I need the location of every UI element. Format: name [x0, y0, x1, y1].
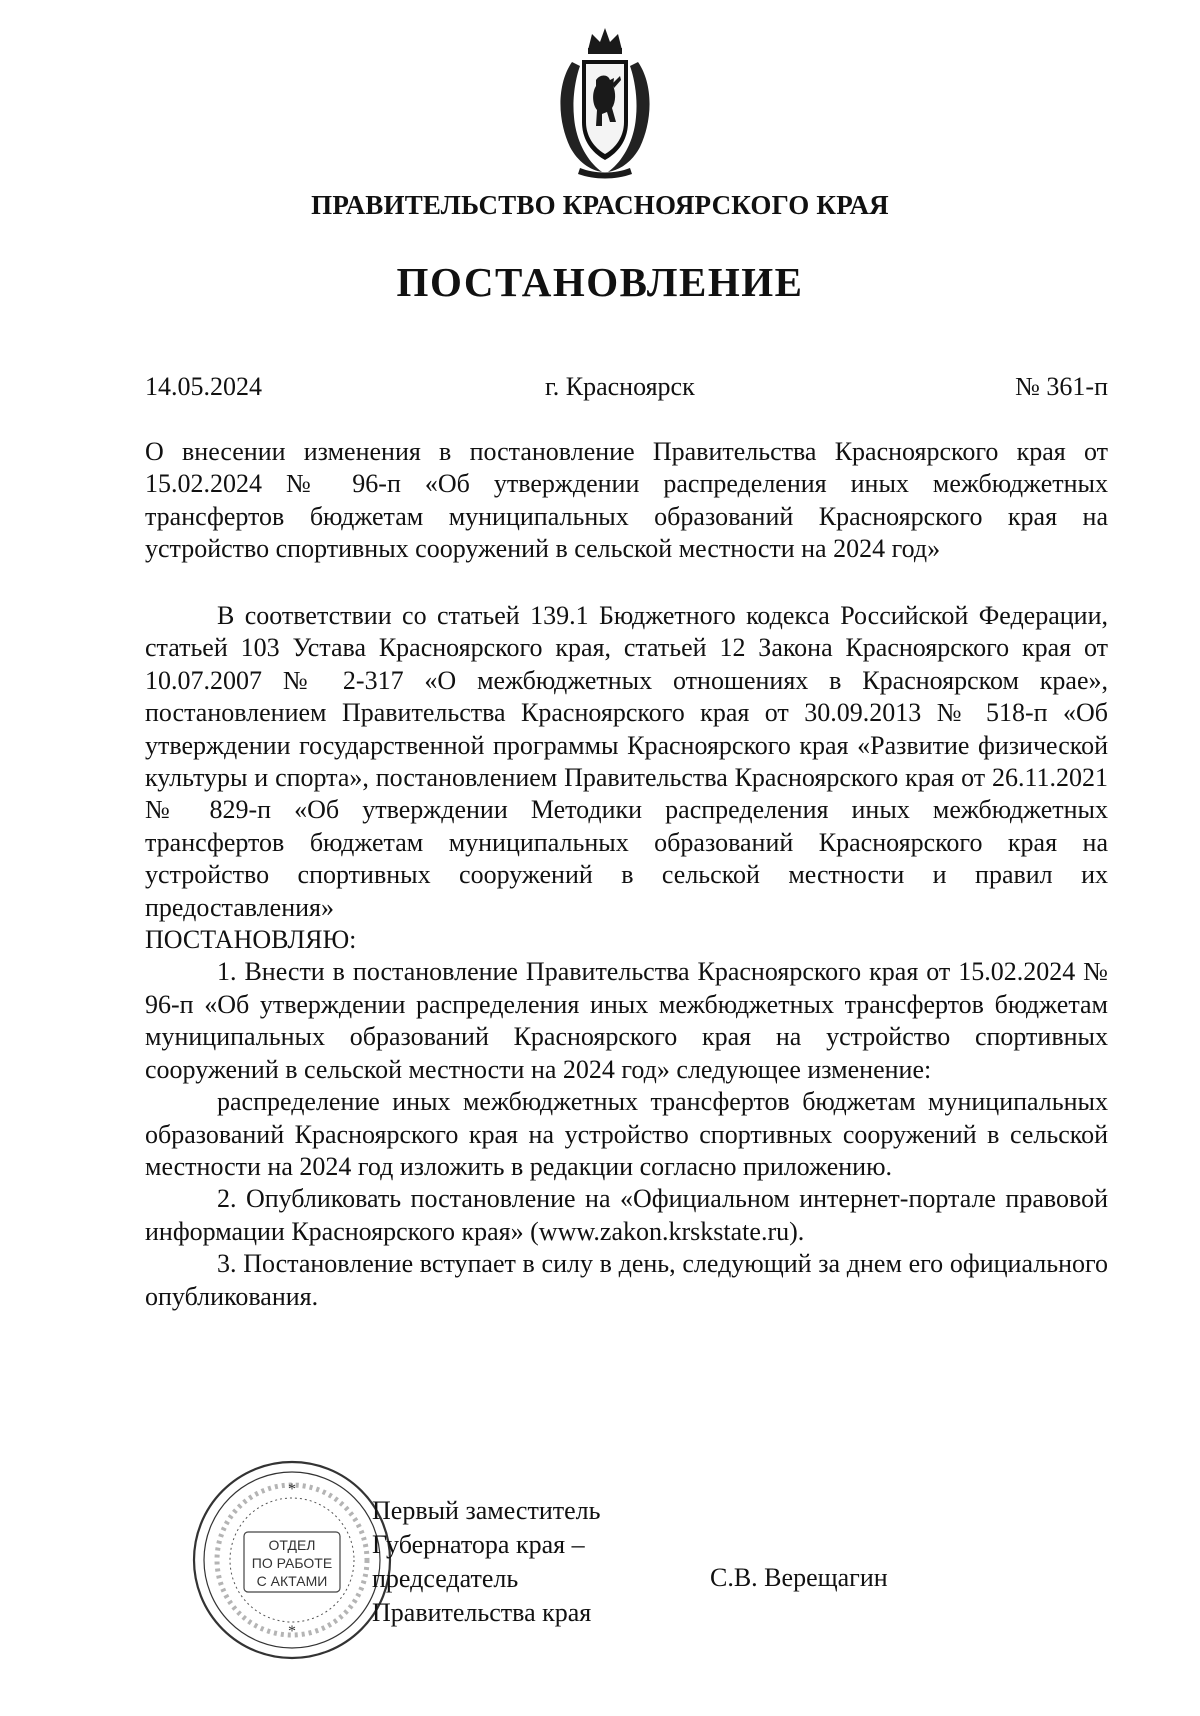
organization-name: ПРАВИТЕЛЬСТВО КРАСНОЯРСКОГО КРАЯ	[311, 190, 889, 220]
document-date: 14.05.2024	[145, 372, 262, 401]
item-2-paragraph: 2. Опубликовать постановление на «Официальном интернет-портале правовой информации Красноярского края» (www.zakon.krskstate.ru).	[145, 1184, 1108, 1246]
item-3-paragraph: 3. Постановление вступает в силу в день, следующий за днем его официального опубликования.	[145, 1249, 1108, 1311]
document-number: № 361-п	[1015, 372, 1108, 401]
stamp-line-1: ОТДЕЛ	[268, 1537, 316, 1553]
stamp-line-3: С АКТАМИ	[256, 1573, 328, 1589]
signatory-name: С.В. Верещагин	[710, 1563, 888, 1592]
official-stamp-icon	[190, 1458, 395, 1663]
document-subject: О внесении изменения в постановление Правительства Красноярского края от 15.02.2024 № 96-п «Об утверждении распределения иных межбюджетных трансфертов бюджетам муниципальных образований Красноярского края на устройство спортивных сооружений в сельской местности на 2024 год»	[145, 437, 1108, 564]
svg-text:*: *	[288, 1623, 296, 1640]
position-line-1: Первый заместитель	[372, 1496, 601, 1525]
item-1-detail-paragraph: распределение иных межбюджетных трансфертов бюджетам муниципальных образований Красноярского края на устройство спортивных сооружений в сельской местности на 2024 год изложить в редакции согласно приложению.	[145, 1087, 1108, 1181]
document-body	[145, 600, 1108, 1313]
position-line-2: Губернатора края –	[372, 1530, 585, 1559]
position-line-3: председатель	[372, 1564, 519, 1593]
svg-text:*: *	[288, 1481, 296, 1498]
decree-keyword: ПОСТАНОВЛЯЮ:	[145, 925, 357, 955]
document-city: г. Красноярск	[545, 372, 695, 401]
document-type-title: ПОСТАНОВЛЕНИЕ	[396, 259, 804, 305]
coat-of-arms-icon	[550, 22, 660, 182]
stamp-line-2: ПО РАБОТЕ	[251, 1555, 333, 1571]
preamble-paragraph: В соответствии со статьей 139.1 Бюджетного кодекса Российской Федерации, статьей 103 Устава Красноярского края, статьей 12 Закона Красноярского края от 10.07.2007 № 2-317 «О межбюджетных отношениях в Красноярском крае», постановлением Правительства Красноярского края от 30.09.2013 № 518-п «Об утверждении государственной программы Красноярского края «Развитие физической культуры и спорта», постановлением Правительства Красноярского края от 26.11.2021 № 829-п «Об утверждении Методики распределения иных межбюджетных трансфертов бюджетам муниципальных образований Красноярского края на устройство спортивных сооружений в сельской местности и правил их предоставления»	[145, 601, 1108, 922]
position-line-4: Правительства края	[372, 1598, 592, 1627]
document-meta-row	[145, 372, 1108, 408]
signatory-position	[372, 1494, 600, 1630]
item-1-paragraph: 1. Внести в постановление Правительства Красноярского края от 15.02.2024 № 96-п «Об утверждении распределения иных межбюджетных трансфертов бюджетам муниципальных образований Красноярского края на устройство спортивных сооружений в сельской местности на 2024 год» следующее изменение:	[145, 957, 1108, 1084]
